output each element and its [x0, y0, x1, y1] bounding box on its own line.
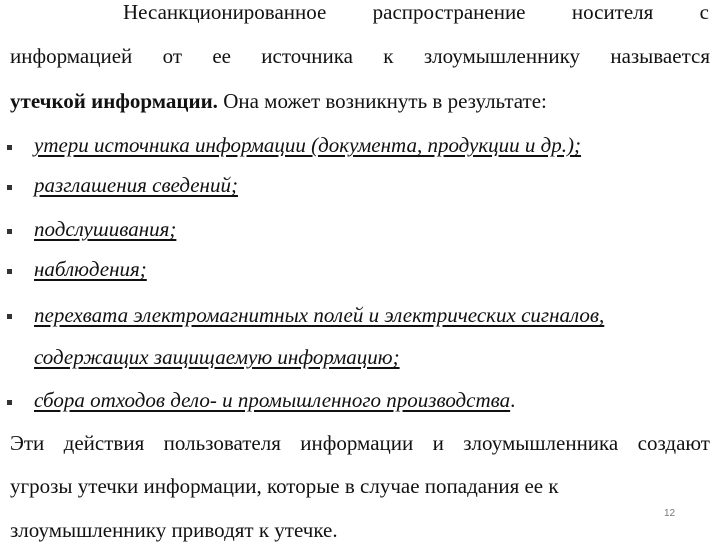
intro-line-2: информацией от ее источника к злоумышленнику называется	[10, 44, 710, 68]
intro-line-3-rest: Она может возникнуть в результате:	[217, 89, 547, 113]
intro-line-3	[10, 89, 547, 113]
conclusion-line-3: злоумышленнику приводят к утечке.	[10, 518, 338, 542]
intro-line-1: Несанкционированное распространение носителя с	[123, 0, 709, 24]
term-information-leak: утечкой информации.	[10, 89, 218, 113]
bullet-marker	[7, 185, 12, 190]
bullet-item-waste-text: сбора отходов дело- и промышленного производства	[34, 388, 511, 412]
bullet-item-eavesdropping: подслушивания;	[34, 217, 177, 241]
page-number: 12	[664, 508, 676, 519]
bullet-marker	[7, 229, 12, 234]
conclusion-line-2: угрозы утечки информации, которые в случае попадания ее к	[10, 474, 559, 498]
bullet-item-waste-collection	[34, 388, 515, 412]
bullet-marker	[7, 314, 12, 319]
bullet-item-waste-period: .	[510, 388, 516, 412]
bullet-item-interception-continued: содержащих защищаемую информацию;	[34, 345, 400, 369]
bullet-item-loss: утери источника информации (документа, продукции и др.);	[34, 133, 582, 157]
bullet-marker	[7, 145, 12, 150]
bullet-item-observation: наблюдения;	[34, 257, 147, 281]
bullet-item-interception: перехвата электромагнитных полей и электрических сигналов,	[34, 303, 605, 327]
bullet-marker	[7, 400, 12, 405]
bullet-marker	[7, 269, 12, 274]
bullet-item-disclosure: разглашения сведений;	[34, 173, 238, 197]
conclusion-line-1: Эти действия пользователя информации и злоумышленника создают	[10, 431, 710, 455]
